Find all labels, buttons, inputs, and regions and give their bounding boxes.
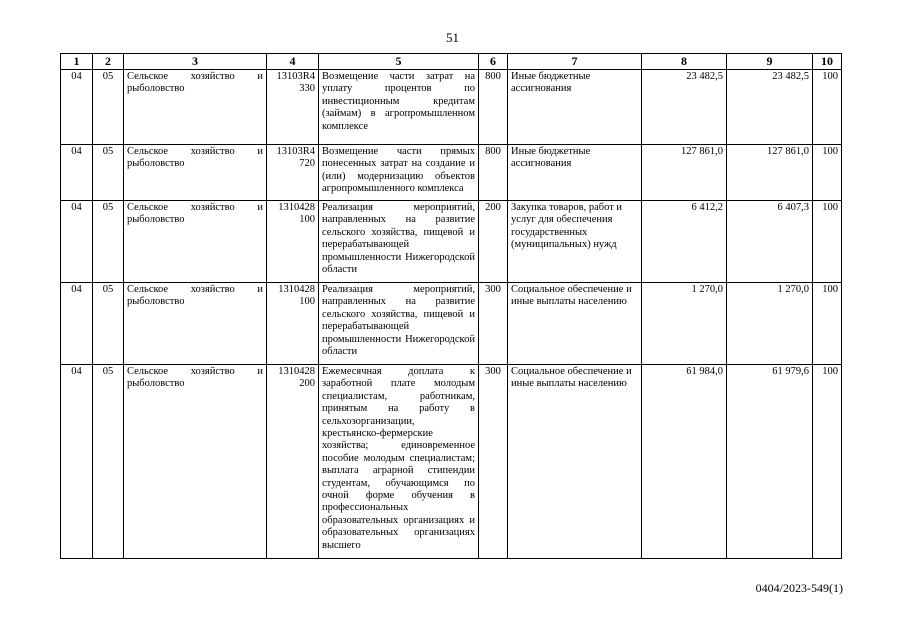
page-number: 51 — [446, 30, 459, 45]
cell-expense-type: 800 — [479, 145, 508, 201]
cell-subsection: 05 — [93, 365, 124, 559]
cell-expense-type: 300 — [479, 283, 508, 365]
column-header: 9 — [727, 54, 813, 70]
cell-subsection: 05 — [93, 145, 124, 201]
cell-subsection: 05 — [93, 201, 124, 283]
table-row — [61, 201, 842, 283]
column-header: 10 — [813, 54, 842, 70]
cell-target-code: 1310428 100 — [267, 201, 319, 283]
cell-subsection: 05 — [93, 70, 124, 145]
cell-expense-type: 300 — [479, 365, 508, 559]
cell-planned: 61 984,0 — [642, 365, 727, 559]
column-header: 2 — [93, 54, 124, 70]
table-row — [61, 365, 842, 559]
cell-executed: 127 861,0 — [727, 145, 813, 201]
cell-percent: 100 — [813, 145, 842, 201]
cell-description: Реализация мероприятий, направленных на развитие сельского хозяйства, пищевой и перерабатывающей промышленности Нижегородской области — [319, 283, 479, 365]
cell-expense-name: Закупка товаров, работ и услуг для обеспечения государственных (муниципальных) нужд — [508, 201, 642, 283]
cell-expense-type: 200 — [479, 201, 508, 283]
column-header: 1 — [61, 54, 93, 70]
cell-target-code: 1310428 200 — [267, 365, 319, 559]
column-header: 7 — [508, 54, 642, 70]
cell-expense-name: Иные бюджетные ассигнования — [508, 145, 642, 201]
cell-section-name: Сельское хозяйство и рыболовство — [124, 145, 267, 201]
column-header: 3 — [124, 54, 267, 70]
cell-expense-name: Иные бюджетные ассигнования — [508, 70, 642, 145]
column-header: 8 — [642, 54, 727, 70]
cell-expense-name: Социальное обеспечение и иные выплаты населению — [508, 365, 642, 559]
cell-expense-name: Социальное обеспечение и иные выплаты населению — [508, 283, 642, 365]
cell-subsection: 05 — [93, 283, 124, 365]
cell-planned: 127 861,0 — [642, 145, 727, 201]
cell-section-name: Сельское хозяйство и рыболовство — [124, 365, 267, 559]
column-header: 6 — [479, 54, 508, 70]
cell-percent: 100 — [813, 70, 842, 145]
cell-description: Реализация мероприятий, направленных на развитие сельского хозяйства, пищевой и перерабатывающей промышленности Нижегородской области — [319, 201, 479, 283]
cell-percent: 100 — [813, 201, 842, 283]
cell-section-name: Сельское хозяйство и рыболовство — [124, 201, 267, 283]
cell-description: Ежемесячная доплата к заработной плате молодым специалистам, работникам, принятым на работу в сельхозорганизации, крестьянско-фермерские хозяйства; единовременное пособие молодым специалистам; выплата аграрной стипендии студентам, обучающимся по очной форме обучения в профессиональных образовательных организациях и образовательных организациях высшего — [319, 365, 479, 559]
column-header: 4 — [267, 54, 319, 70]
cell-section: 04 — [61, 70, 93, 145]
cell-section: 04 — [61, 365, 93, 559]
budget-table — [60, 53, 842, 559]
table-row — [61, 145, 842, 201]
cell-executed: 1 270,0 — [727, 283, 813, 365]
column-header: 5 — [319, 54, 479, 70]
cell-planned: 6 412,2 — [642, 201, 727, 283]
cell-section: 04 — [61, 145, 93, 201]
cell-executed: 6 407,3 — [727, 201, 813, 283]
cell-executed: 61 979,6 — [727, 365, 813, 559]
cell-section-name: Сельское хозяйство и рыболовство — [124, 283, 267, 365]
cell-percent: 100 — [813, 365, 842, 559]
cell-executed: 23 482,5 — [727, 70, 813, 145]
cell-section: 04 — [61, 283, 93, 365]
table-row — [61, 283, 842, 365]
cell-planned: 1 270,0 — [642, 283, 727, 365]
cell-expense-type: 800 — [479, 70, 508, 145]
cell-description: Возмещение части затрат на уплату процентов по инвестиционным кредитам (займам) в агропромышленном комплексе — [319, 70, 479, 145]
cell-percent: 100 — [813, 283, 842, 365]
cell-section-name: Сельское хозяйство и рыболовство — [124, 70, 267, 145]
cell-target-code: 13103R4 330 — [267, 70, 319, 145]
document-code: 0404/2023-549(1) — [755, 581, 843, 595]
cell-target-code: 13103R4 720 — [267, 145, 319, 201]
table-row — [61, 70, 842, 145]
cell-description: Возмещение части прямых понесенных затрат на создание и (или) модернизацию объектов агропромышленного комплекса — [319, 145, 479, 201]
cell-target-code: 1310428 100 — [267, 283, 319, 365]
cell-planned: 23 482,5 — [642, 70, 727, 145]
header-row — [61, 54, 842, 70]
cell-section: 04 — [61, 201, 93, 283]
